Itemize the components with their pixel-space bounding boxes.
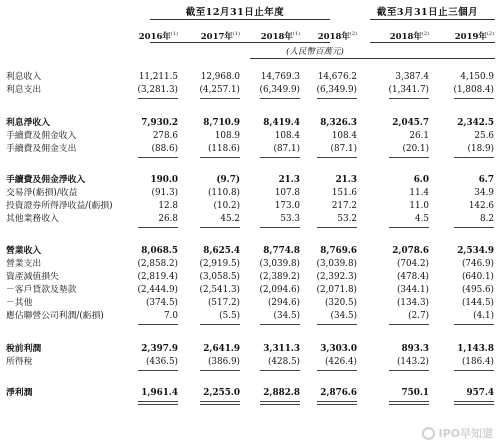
row-value: 11.0 [409, 201, 429, 211]
row-value: 26.8 [158, 214, 178, 224]
row-value: (3,281.3) [137, 85, 178, 95]
row-label: 手續費及佣金支出 [6, 144, 77, 154]
subtotal-rule [389, 370, 429, 371]
row-value: (2,541.3) [199, 285, 240, 295]
column-header-3 [240, 30, 300, 42]
subtotal-rule [454, 157, 494, 158]
row-value: 7.0 [164, 311, 178, 321]
subtotal-rule [138, 98, 178, 99]
column-header-6 [434, 30, 494, 42]
table-row [0, 118, 499, 129]
table-row [0, 201, 499, 212]
row-value: 108.9 [214, 131, 240, 141]
row-value: 11,211.5 [138, 72, 178, 82]
subtotal-rule [200, 324, 240, 325]
row-value: (34.5) [330, 311, 357, 321]
row-label: 其他業務收入 [6, 214, 59, 224]
subtotal-rule [389, 98, 429, 99]
row-value: (18.9) [467, 144, 494, 154]
column-note: (2) [421, 31, 429, 38]
table-row [0, 344, 499, 355]
row-value: (91.3) [151, 188, 178, 198]
table-row [0, 298, 499, 309]
row-value: 12.8 [158, 201, 178, 211]
row-value: 190.0 [150, 175, 178, 185]
row-value: 2,397.9 [141, 344, 178, 354]
column-year: 2018年 [260, 32, 293, 42]
column-year: 2017年 [200, 32, 233, 42]
row-value: 2,045.7 [392, 118, 429, 128]
row-value: 173.0 [274, 201, 300, 211]
row-value: (2.7) [408, 311, 429, 321]
column-year: 2019年 [454, 32, 487, 42]
row-value: 14,769.3 [260, 72, 300, 82]
column-note: (2) [349, 31, 357, 38]
row-value: (2,444.9) [137, 285, 178, 295]
group-rule-quarter [370, 19, 495, 20]
row-value: 142.6 [468, 201, 494, 211]
table-row [0, 85, 499, 96]
row-value: (320.5) [324, 298, 357, 308]
row-value: 8,769.6 [320, 246, 357, 256]
row-label: 利息支出 [6, 85, 42, 95]
subtotal-rule [200, 157, 240, 158]
subtotal-rule [200, 227, 240, 228]
group-rule-annual [150, 19, 330, 20]
row-value: 53.3 [280, 214, 300, 224]
row-value: (4,257.1) [199, 85, 240, 95]
row-value: (640.1) [461, 272, 494, 282]
row-value: (3,039.8) [259, 259, 300, 269]
row-value: 8,326.3 [320, 118, 357, 128]
total-double-rule [389, 401, 429, 405]
table-row [0, 285, 499, 296]
row-label: 交易淨(虧損)/收益 [6, 188, 78, 198]
row-value: (374.5) [145, 298, 178, 308]
row-value: (517.2) [207, 298, 240, 308]
row-value: (495.6) [461, 285, 494, 295]
row-value: 2,641.9 [203, 344, 240, 354]
row-value: 21.3 [335, 175, 357, 185]
row-value: (3,058.5) [199, 272, 240, 282]
row-value: 107.8 [274, 188, 300, 198]
row-label: 投資證券所得淨收益/(虧損) [6, 201, 113, 211]
table-row [0, 311, 499, 322]
row-label: 稅前利潤 [6, 344, 42, 354]
row-label: －客戶貸款及墊款 [6, 285, 77, 295]
table-row [0, 72, 499, 83]
subtotal-rule [138, 227, 178, 228]
year-rule-annual-a [150, 42, 330, 43]
row-value: 12,968.0 [200, 72, 240, 82]
column-year: 2018年 [389, 32, 422, 42]
row-value: 6.0 [413, 175, 429, 185]
row-value: (88.6) [151, 144, 178, 154]
row-value: 3,387.4 [395, 72, 429, 82]
row-value: (428.5) [267, 357, 300, 367]
row-value: 4.5 [415, 214, 429, 224]
row-value: 8.2 [480, 214, 494, 224]
row-value: 151.6 [331, 188, 357, 198]
row-value: (87.1) [330, 144, 357, 154]
row-value: 45.2 [220, 214, 240, 224]
group-header-quarter: 截至3月31日止三個月 [376, 7, 479, 18]
row-value: (2,094.6) [259, 285, 300, 295]
row-value: 34.9 [474, 188, 494, 198]
row-value: (5.5) [219, 311, 240, 321]
row-value: 2,255.0 [203, 388, 240, 398]
row-label: －其他 [6, 298, 33, 308]
row-value: 8,774.8 [263, 246, 300, 256]
row-value: (143.2) [396, 357, 429, 367]
table-row [0, 144, 499, 155]
row-value: 8,068.5 [141, 246, 178, 256]
row-value: (2,819.4) [137, 272, 178, 282]
total-double-rule [200, 401, 240, 405]
row-label: 手續費及佣金收入 [6, 131, 77, 141]
column-note: (2) [486, 31, 494, 38]
row-value: (20.1) [402, 144, 429, 154]
row-value: 14,676.2 [317, 72, 357, 82]
row-value: (386.9) [207, 357, 240, 367]
column-header-2 [180, 30, 240, 42]
row-value: 7,930.2 [141, 118, 178, 128]
total-double-rule [454, 401, 494, 405]
row-label: 利息收入 [6, 72, 42, 82]
row-value: 6.7 [478, 175, 494, 185]
row-value: (2,389.2) [259, 272, 300, 282]
column-header-4 [297, 30, 357, 42]
table-row [0, 175, 499, 186]
table-row [0, 259, 499, 270]
row-value: 893.3 [401, 344, 429, 354]
total-double-rule [317, 401, 357, 405]
row-value: 21.3 [278, 175, 300, 185]
subtotal-rule [138, 324, 178, 325]
table-row [0, 272, 499, 283]
row-label: 營業收入 [6, 246, 42, 256]
row-value: (134.3) [396, 298, 429, 308]
subtotal-rule [260, 227, 300, 228]
row-value: 750.1 [401, 388, 429, 398]
row-value: 217.2 [331, 201, 357, 211]
group-header-annual: 截至12月31日止年度 [185, 7, 285, 18]
column-year: 2016年 [138, 32, 171, 42]
row-value: 8,419.4 [263, 118, 300, 128]
subtotal-rule [454, 98, 494, 99]
watermark [422, 425, 493, 441]
unit-label: (人民幣百萬元) [286, 47, 344, 57]
subtotal-rule [389, 157, 429, 158]
row-value: (1,341.7) [388, 85, 429, 95]
row-value: 8,625.4 [203, 246, 240, 256]
row-value: (34.5) [273, 311, 300, 321]
row-value: 2,882.8 [263, 388, 300, 398]
row-value: (10.2) [213, 201, 240, 211]
table-row [0, 188, 499, 199]
row-value: (344.1) [396, 285, 429, 295]
row-value: 26.1 [409, 131, 429, 141]
row-value: (294.6) [267, 298, 300, 308]
subtotal-rule [389, 324, 429, 325]
row-value: (4.1) [473, 311, 494, 321]
row-value: (746.9) [461, 259, 494, 269]
row-value: (118.6) [207, 144, 240, 154]
row-value: 3,303.0 [320, 344, 357, 354]
row-value: (704.2) [396, 259, 429, 269]
row-value: 11.4 [409, 188, 429, 198]
column-header-1 [118, 30, 178, 42]
row-value: (2,071.8) [316, 285, 357, 295]
row-value: (6,349.9) [259, 85, 300, 95]
row-value: (2,919.5) [199, 259, 240, 269]
row-label: 資產減值損失 [6, 272, 59, 282]
subtotal-rule [200, 370, 240, 371]
row-value: 2,876.6 [320, 388, 357, 398]
subtotal-rule [260, 370, 300, 371]
subtotal-rule [317, 98, 357, 99]
total-double-rule [260, 401, 300, 405]
total-double-rule [138, 401, 178, 405]
row-value: (3,039.8) [316, 259, 357, 269]
row-value: (186.4) [461, 357, 494, 367]
column-note: (1) [232, 31, 240, 38]
subtotal-rule [389, 227, 429, 228]
row-value: (2,858.2) [137, 259, 178, 269]
subtotal-rule [260, 157, 300, 158]
subtotal-rule [138, 370, 178, 371]
subtotal-rule [260, 324, 300, 325]
column-note: (1) [292, 31, 300, 38]
subtotal-rule [454, 227, 494, 228]
row-value: (144.5) [461, 298, 494, 308]
subtotal-rule [200, 98, 240, 99]
watermark-text: IPO早知道 [438, 427, 493, 440]
row-value: 3,311.3 [263, 344, 300, 354]
subtotal-rule [260, 98, 300, 99]
subtotal-rule [454, 370, 494, 371]
row-value: 1,961.4 [141, 388, 178, 398]
subtotal-rule [317, 227, 357, 228]
table-row [0, 246, 499, 257]
row-value: 957.4 [466, 388, 494, 398]
row-value: 53.2 [337, 214, 357, 224]
row-value: 4,150.9 [460, 72, 494, 82]
subtotal-rule [317, 157, 357, 158]
row-label: 營業支出 [6, 259, 42, 269]
row-value: (478.4) [396, 272, 429, 282]
column-year: 2018年 [317, 32, 350, 42]
row-value: 278.6 [152, 131, 178, 141]
column-note: (1) [170, 31, 178, 38]
table-row [0, 131, 499, 142]
row-value: (426.4) [324, 357, 357, 367]
subtotal-rule [454, 324, 494, 325]
table-row [0, 357, 499, 368]
row-value: (110.8) [207, 188, 240, 198]
table-row [0, 214, 499, 225]
row-value: 1,143.8 [457, 344, 494, 354]
row-value: (2,392.3) [316, 272, 357, 282]
year-rule-quarter [370, 42, 495, 43]
table-row [0, 388, 499, 399]
row-value: (6,349.9) [316, 85, 357, 95]
row-label: 手續費及佣金淨收入 [6, 175, 86, 185]
row-label: 淨利潤 [6, 388, 33, 398]
row-value: 108.4 [274, 131, 300, 141]
row-value: 108.4 [331, 131, 357, 141]
row-label: 利息淨收入 [6, 118, 50, 128]
row-value: 2,342.5 [457, 118, 494, 128]
row-label: 應佔聯營公司利潤/(虧損) [6, 311, 104, 321]
row-value: 2,534.9 [457, 246, 494, 256]
row-value: (1,808.4) [453, 85, 494, 95]
row-value: (436.5) [145, 357, 178, 367]
row-value: (9.7) [216, 175, 240, 185]
subtotal-rule [138, 157, 178, 158]
watermark-logo-icon [422, 427, 435, 440]
column-header-5 [369, 30, 429, 42]
row-value: 8,710.9 [203, 118, 240, 128]
row-label: 所得稅 [6, 357, 33, 367]
row-value: 25.6 [474, 131, 494, 141]
unit-rule [250, 58, 495, 59]
subtotal-rule [317, 370, 357, 371]
row-value: (87.1) [273, 144, 300, 154]
row-value: 2,078.6 [392, 246, 429, 256]
subtotal-rule [317, 324, 357, 325]
